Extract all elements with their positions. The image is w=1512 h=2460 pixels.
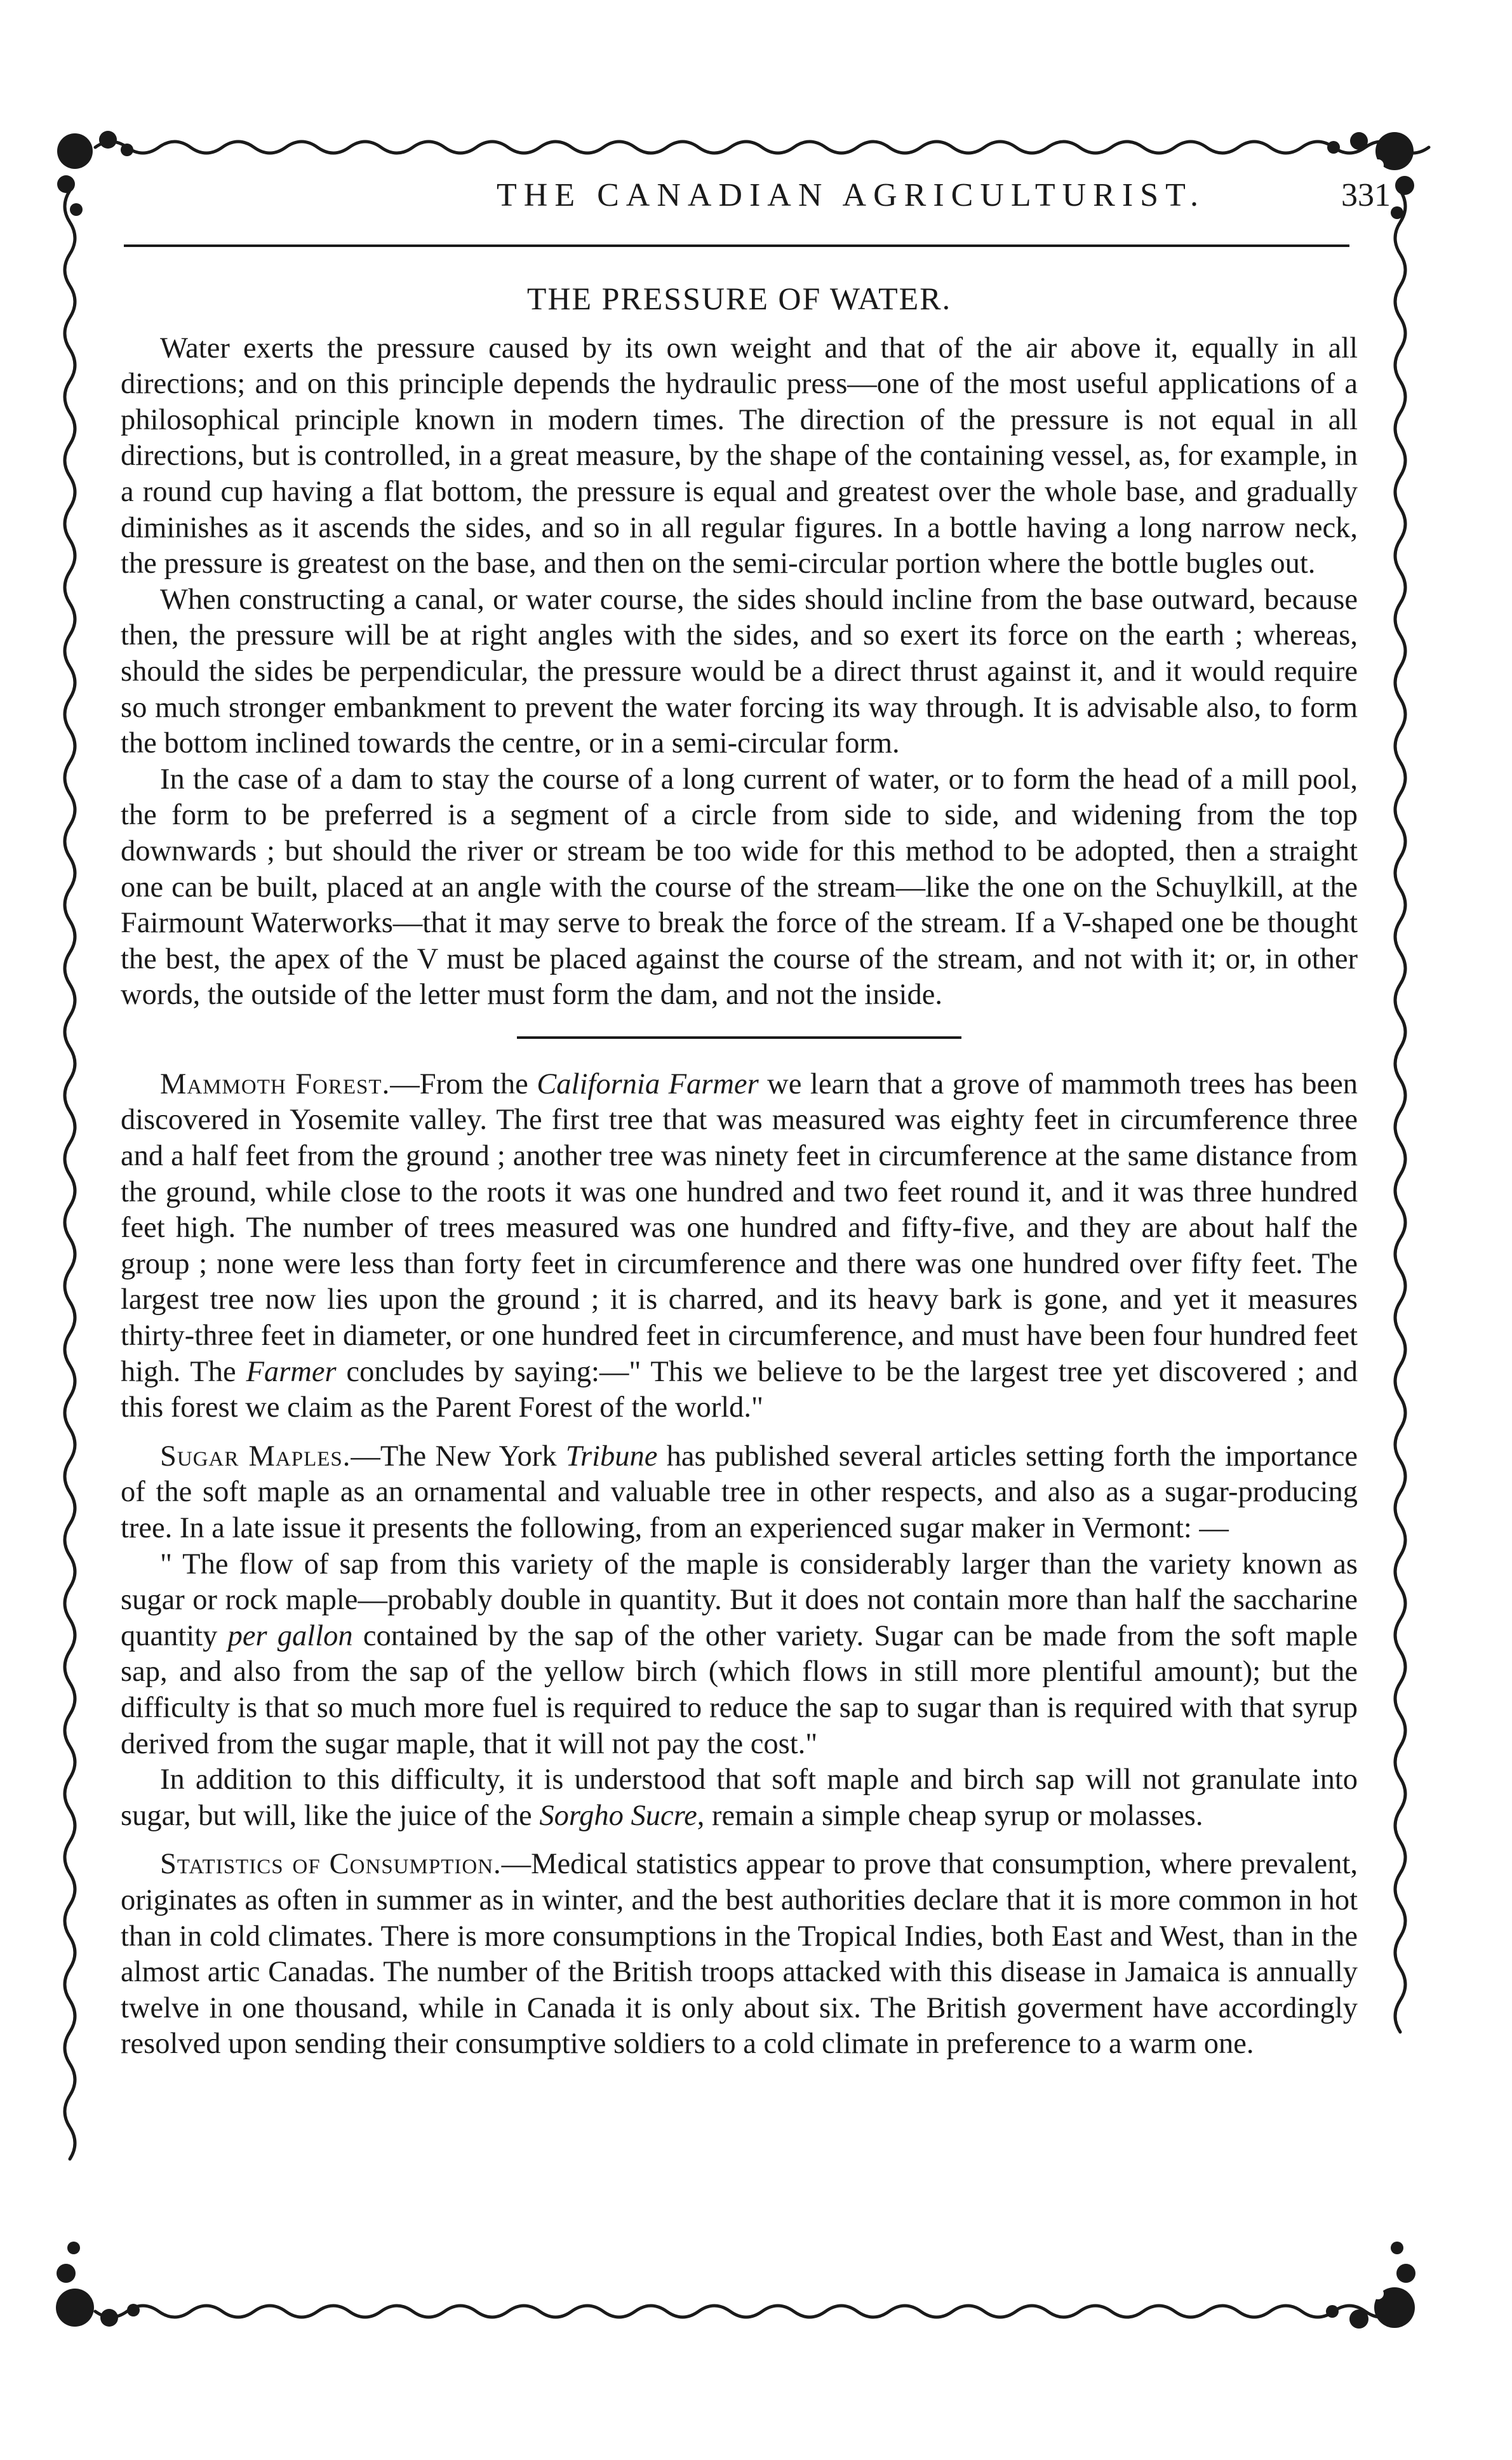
- paragraph: In the case of a dam to stay the course of a long current of water, or to form the head of a mill pool, the form to be preferred is a segment of a circle from side to side, and widening from the top downwards ; but should the river or stream be too wide for this method to be adopted, then a straight one can be built, placed at an angle with the course of the stream—like the one on the Schuylkill, at the Fairmount Waterworks—that it may serve to break the force of the stream. If a V-shaped one be thought the best, the apex of the V must be placed against the course of the stream, and not with it; or, in other words, the outside of the letter must form the dam, and not the inside.: [121, 763, 1358, 1012]
- section-heading: Statistics of Consumption.: [160, 1848, 502, 1881]
- left-border-wave: [65, 191, 75, 2159]
- paragraph: When constructing a canal, or water course, the sides should incline from the base outward, because then, the pressure will be at right angles with the sides, and so exert its force on the earth ; whereas, should the sides be perpendicular, the pressure would be a direct thrust against it, and it would require so much stronger embankment to prevent the water forcing its way through. It is advisable also, to form the bottom inclined towards the centre, or in a semi-circular form.: [121, 583, 1358, 760]
- paragraph: Water exerts the pressure caused by its own weight and that of the air above it, equally in all directions; and on this principle depends the hydraulic press—one of the most useful applications of a philosophical principle known in modern times. The direction of the pressure is not equal in all directions, but is controlled, in a great measure, by the shape of the containing vessel, as, for example, in a round cup having a flat bottom, the pressure is equal and greatest over the whole base, and gradually diminishes as it ascends the sides, and so in all regular figures. In a bottle having a long narrow neck, the pressure is greatest on the base, and then on the semi-circular portion where the bottle bugles out.: [121, 331, 1358, 580]
- header-rule: [124, 244, 1349, 247]
- bottom-border-wave: [95, 2306, 1397, 2317]
- running-title: THE CANADIAN AGRICULTURIST.: [497, 177, 1205, 213]
- page-number: 331: [1341, 177, 1391, 213]
- consumption-paragraph: Statistics of Consumption.—Medical statistics appear to prove that consumption, where prevalent, originates as often in summer as in winter, and the best authorities declare that it is more common in hot than in cold climates. There is more consumptions in the Tropical Indies, both East and West, than in the almost artic Canadas. The number of the British troops attacked with this disease in Jamaica is annually twelve in one thousand, while in Canada it is only about six. The British goverment have accordingly resolved upon sending their consumptive soldiers to a cold climate in preference to a warm one.: [121, 1848, 1358, 2061]
- section-heading: Sugar Maples.: [160, 1440, 351, 1473]
- section-heading: Mammoth Forest.: [160, 1067, 391, 1100]
- paragraph: In addition to this difficulty, it is understood that soft maple and birch sap will not granulate into sugar, but will, like the juice of the Sorgho Sucre, remain a simple cheap syrup or molasses.: [121, 1763, 1358, 1832]
- top-border-wave: [95, 142, 1429, 153]
- text-column: [121, 268, 1358, 2062]
- section-divider: [517, 1036, 961, 1039]
- right-border-wave: [1395, 191, 1405, 2032]
- mammoth-forest-paragraph: Mammoth Forest.—From the California Farmer we learn that a grove of mammoth trees has been discovered in Yosemite valley. The first tree that was measured was eighty feet in circumference three and a half feet from the ground ; another tree was ninety feet in circumference at the same distance from the ground, while close to the roots it was one hundred and two feet round it, and it was three hundred feet high. The number of trees measured was one hundred and fifty-five, and they are about half the group ; none were less than forty feet in circumference and there was one hundred over fifty feet. The largest tree now lies upon the ground ; it is charred, and its heavy bark is gone, and yet it measures thirty-three feet in diameter, or one hundred feet in circumference, and must have been four hundred feet high. The Farmer concludes by saying:—" This we believe to be the largest tree yet discovered ; and this forest we claim as the Parent Forest of the world.": [121, 1067, 1358, 1424]
- quoted-paragraph: " The flow of sap from this variety of the maple is considerably larger than the variety known as sugar or rock maple—probably double in quantity. But it does not contain more than half the saccharine quantity per gallon contained by the sap of the other variety. Sugar can be made from the soft maple sap, and also from the sap of the yellow birch (which flows in still more plentiful amount); but the difficulty is that so much more fuel is required to reduce the sap to sugar than is required with that syrup derived from the sugar maple, that it will not pay the cost.": [121, 1548, 1358, 1760]
- sugar-maples-paragraph: Sugar Maples.—The New York Tribune has published several articles setting forth the importance of the soft maple as an ornamental and valuable tree in other respects, and also as a sugar-producing tree. In a late issue it presents the following, from an experienced sugar maker in Vermont: —: [121, 1440, 1358, 1544]
- article-title: THE PRESSURE OF WATER.: [526, 281, 952, 316]
